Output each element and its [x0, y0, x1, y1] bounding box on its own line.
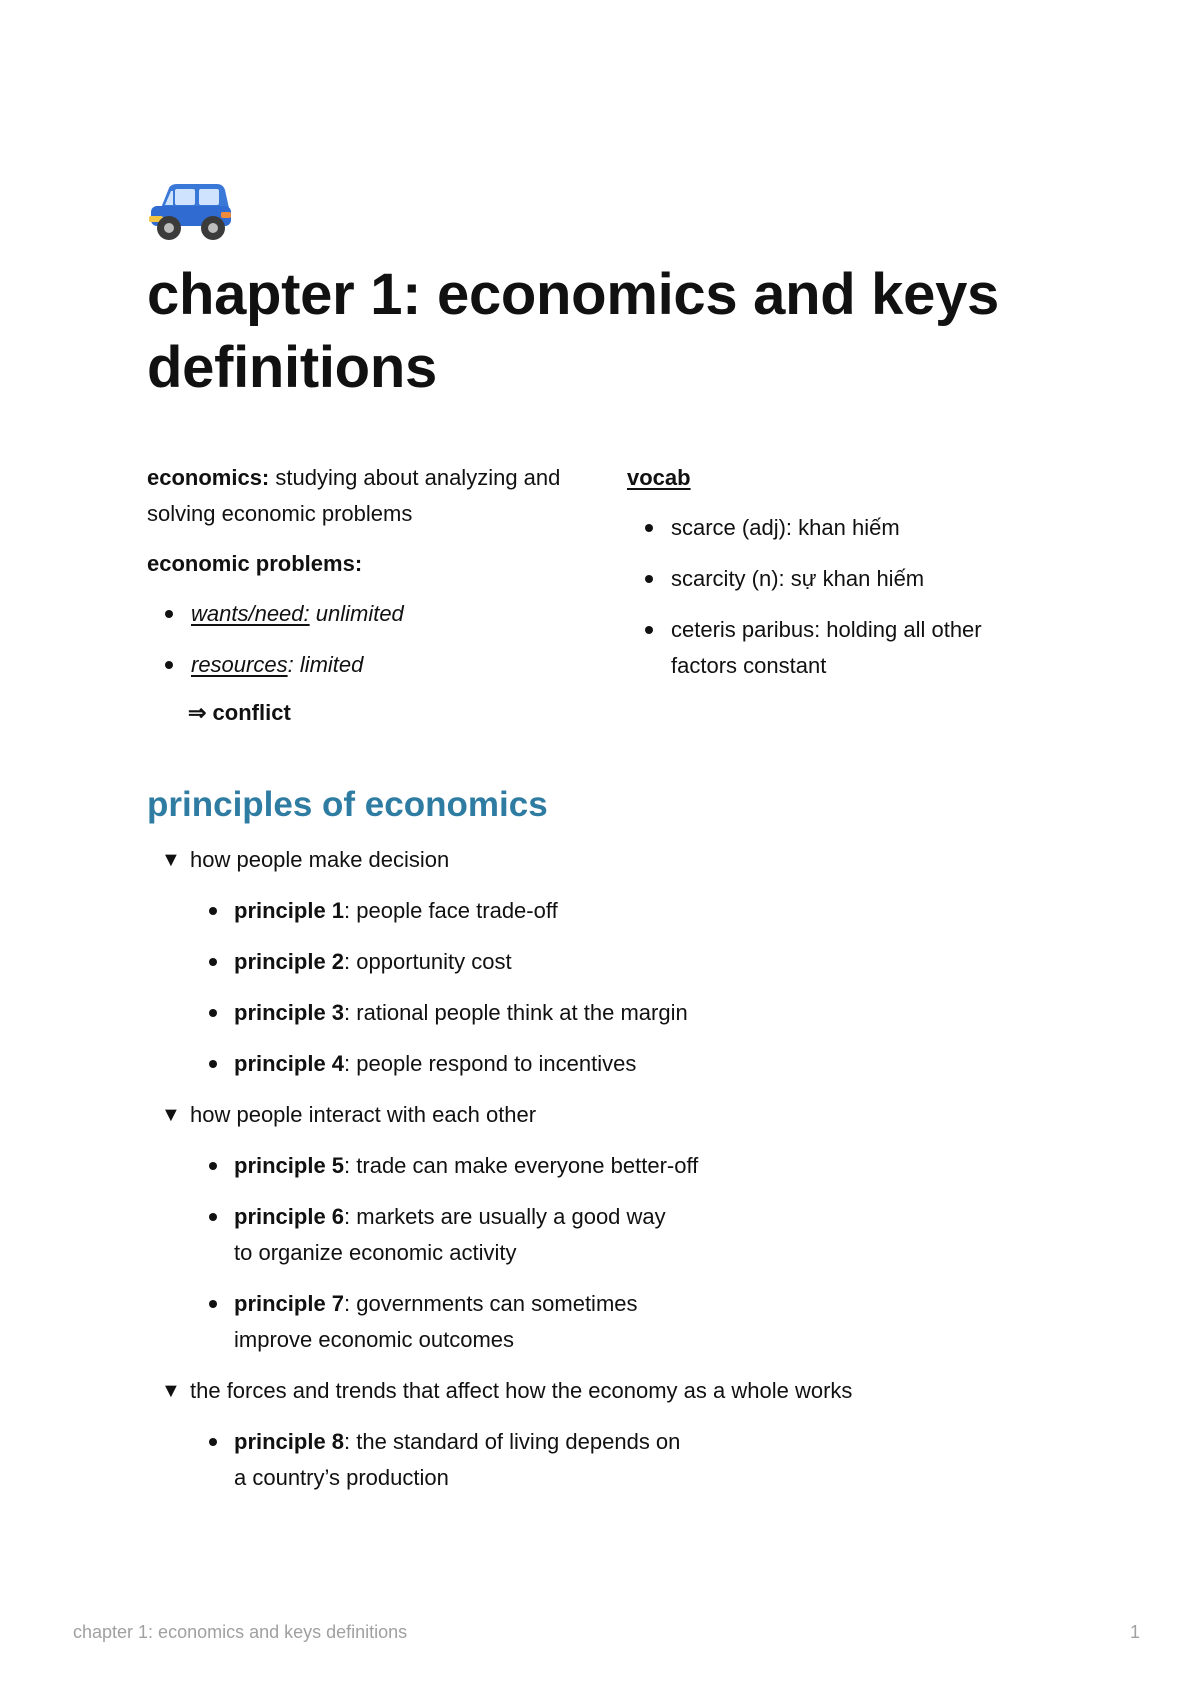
list-item: resources: limited	[147, 647, 567, 683]
toggle-interact[interactable]: ▼ how people interact with each other	[161, 1102, 537, 1127]
decision-principles	[147, 893, 1047, 1082]
problems-heading: economic problems:	[147, 551, 363, 576]
toggle-decision[interactable]: ▼ how people make decision	[161, 847, 450, 872]
economics-definition: economics: studying about analyzing and solving economic problems	[147, 465, 561, 526]
conflict-line: ⇒ conflict	[188, 700, 291, 725]
vocab-column	[627, 460, 1047, 684]
list-item: principle 2: opportunity cost	[147, 944, 1047, 980]
triangle-down-icon[interactable]: ▼	[161, 1380, 181, 1402]
list-item: principle 5: trade can make everyone better-off	[147, 1148, 837, 1184]
definitions-column	[147, 460, 567, 731]
list-item: principle 4: people respond to incentives	[147, 1046, 1047, 1082]
car-icon	[147, 178, 233, 244]
vocab-list	[627, 510, 1047, 684]
triangle-down-icon[interactable]: ▼	[161, 849, 181, 871]
list-item: wants/need: unlimited	[147, 596, 567, 632]
interact-principles	[147, 1148, 837, 1358]
list-item: scarce (adj): khan hiếm	[627, 510, 1047, 546]
list-item: scarcity (n): sự khan hiếm	[627, 561, 1047, 597]
problems-list	[147, 596, 567, 683]
section-heading: principles of economics	[147, 785, 548, 824]
list-item: principle 6: markets are usually a good way to organize economic activity	[147, 1199, 837, 1271]
list-item: principle 3: rational people think at the margin	[147, 995, 1047, 1031]
triangle-down-icon[interactable]: ▼	[161, 1104, 181, 1126]
list-item: ceteris paribus: holding all other factors constant	[627, 612, 1047, 684]
footer-title: chapter 1: economics and keys definitions	[73, 1622, 408, 1642]
page-title: chapter 1: economics and keys definitions	[147, 262, 999, 400]
list-item: principle 7: governments can sometimes improve economic outcomes	[147, 1286, 837, 1358]
list-item: principle 1: people face trade-off	[147, 893, 1047, 929]
toggle-forces[interactable]: ▼ the forces and trends that affect how the economy as a whole works	[161, 1378, 853, 1403]
principles-toggles	[147, 842, 1047, 1496]
list-item: principle 8: the standard of living depends on a country’s production	[147, 1424, 837, 1496]
vocab-heading: vocab	[627, 465, 691, 490]
page-number: 1	[1129, 1622, 1140, 1642]
forces-principles	[147, 1424, 837, 1496]
